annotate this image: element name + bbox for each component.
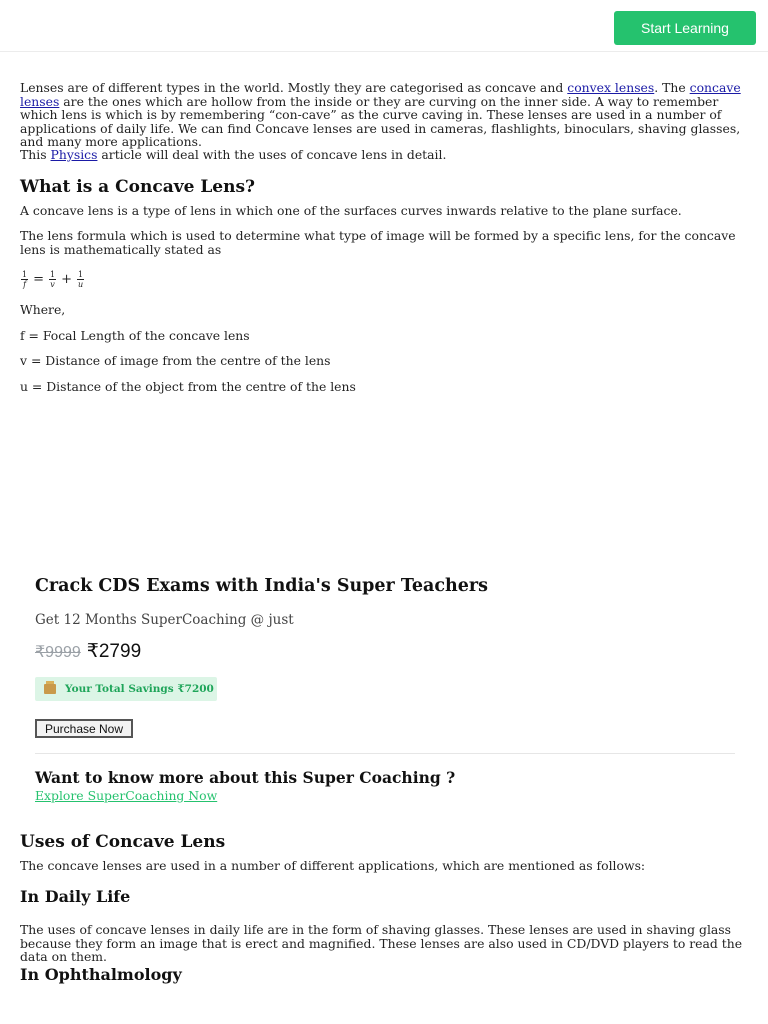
lens-formula [20,266,85,292]
uses-heading: Uses of Concave Lens [20,832,226,852]
daily-life-paragraph: The uses of concave lenses in daily life are in the form of shaving glasses. These lenses are used in shaving glass because they form an image that is erect and magnified. These lenses are also used in CD/DVD players to read the data on them. [20,922,743,965]
numerator: 1 [50,269,56,279]
concave-lens-heading: What is a Concave Lens? [20,177,255,197]
divider [35,753,735,754]
physics-link[interactable]: Physics [50,147,98,162]
intro-text-a: Lenses are of different types in the world. Mostly they are categorised as concave and [20,80,568,95]
gift-icon [44,684,56,694]
price-row [35,640,141,663]
start-learning-button[interactable]: Start Learning [614,11,756,45]
intro-text-c: are the ones which are hollow from the inside or they are curving on the inner side. A way to remember which lens is which is by remembering “con-cave” as the curve caving in. These lenses are used in a number of applications of daily life. We can find Concave lenses are used in cameras, flashlights, binoculars, shaving glasses, and many more applications. [20,93,741,150]
daily-life-heading: In Daily Life [20,887,131,906]
intro-paragraph [20,81,748,149]
promo-title: Crack CDS Exams with India's Super Teachers [35,576,488,596]
concave-lenses-link[interactable]: concave lenses [20,80,741,109]
top-bar [0,0,768,52]
denominator: u [77,279,84,289]
physics-paragraph [20,148,748,162]
purchase-now-button[interactable]: Purchase Now [35,719,133,738]
definition-paragraph: A concave lens is a type of lens in which one of the surfaces curves inwards relative to the plane surface. [20,203,682,218]
definition-f: f = Focal Length of the concave lens [20,328,250,343]
want-more-heading: Want to know more about this Super Coaching ? [35,768,456,787]
physics-text-b: article will deal with the uses of concave lens in detail. [97,147,447,162]
denominator: f [23,279,27,289]
numerator: 1 [78,269,84,279]
definition-u: u = Distance of the object from the centre of the lens [20,379,356,394]
lens-formula-paragraph: The lens formula which is used to determine what type of image will be formed by a specific lens, for the concave lens is mathematically stated as [20,228,736,257]
convex-lenses-link[interactable]: convex lenses [567,80,655,95]
savings-badge [35,677,217,701]
explore-supercoaching-link[interactable]: Explore SuperCoaching Now [35,788,218,803]
where-label: Where, [20,302,66,317]
fraction-one-over-f [21,270,28,289]
plus-sign: + [61,271,72,287]
uses-intro: The concave lenses are used in a number of different applications, which are mentioned as follows: [20,858,646,873]
definition-v: v = Distance of image from the centre of the lens [20,353,331,368]
physics-text-a: This [20,147,51,162]
original-price: ₹9999 [35,644,81,661]
promo-subtitle: Get 12 Months SuperCoaching @ just [35,612,294,628]
fraction-one-over-v [49,270,56,289]
numerator: 1 [22,269,28,279]
ophthalmology-heading: In Ophthalmology [20,965,182,984]
fraction-one-over-u [77,270,84,289]
discounted-price: ₹2799 [86,641,142,662]
savings-text: Your Total Savings ₹7200 [65,683,214,695]
intro-text-b: . The [654,80,690,95]
equals-sign: = [33,271,44,287]
denominator: v [50,279,55,289]
